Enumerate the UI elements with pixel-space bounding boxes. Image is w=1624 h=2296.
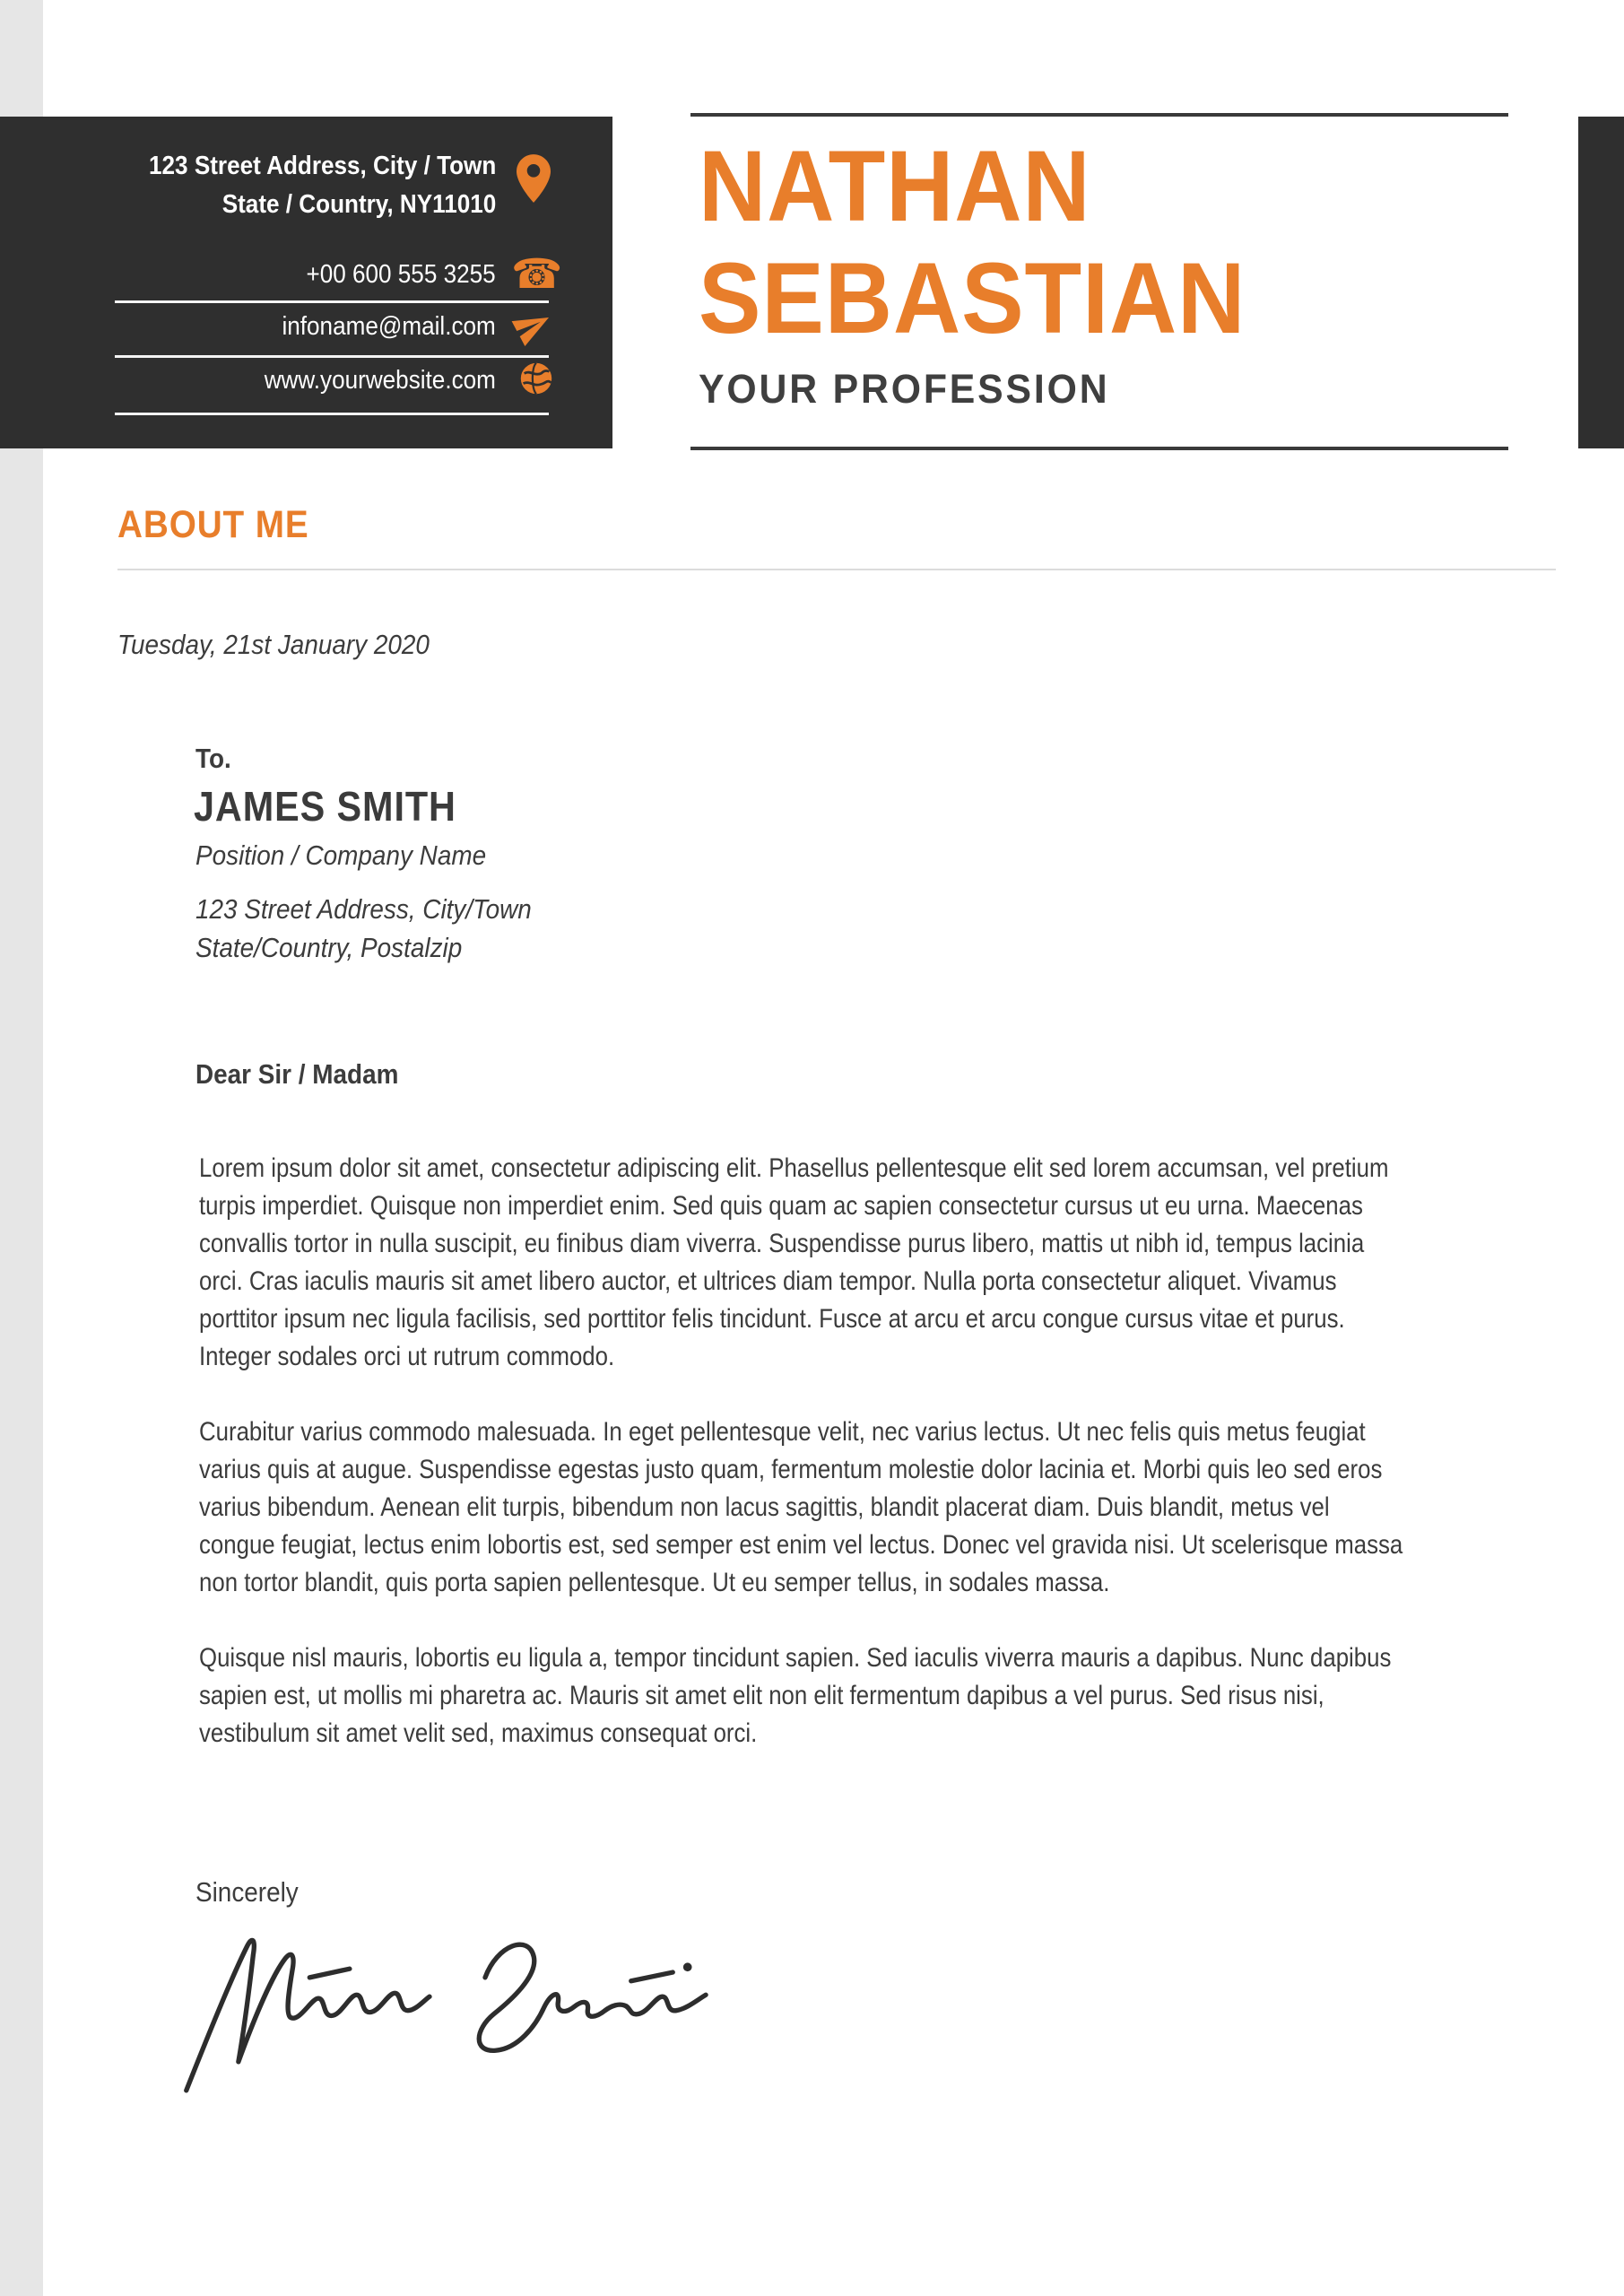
person-last-name: SEBASTIAN [699, 242, 1246, 354]
contact-address-line2: State / Country, NY11010 [221, 190, 496, 219]
paragraph-line: Curabitur varius commodo malesuada. In eget pellentesque velit, nec varius lectus. Ut nec felis quis metus feugiat [199, 1417, 1366, 1447]
body-paragraph-3 [199, 1639, 1391, 1752]
header-top-rule [690, 113, 1508, 117]
letter-date: Tuesday, 21st January 2020 [117, 629, 430, 660]
contact-address-line1: 123 Street Address, City / Town [148, 152, 496, 180]
contact-separator [115, 300, 549, 303]
recipient-address-line2: State/Country, Postalzip [195, 932, 463, 963]
paragraph-line: porttitor ipsum nec ligula facilisis, sed porttitor felis tincidunt. Fusce at arcu et arcu congue cursus vitae et purus. [199, 1304, 1345, 1334]
location-pin-icon [517, 154, 551, 203]
paragraph-line: turpis imperdiet. Quisque non imperdiet enim. Sed quis quam ac sapien consectetur cursus ut eu urna. Maecenas [199, 1191, 1363, 1221]
to-label: To. [195, 743, 231, 774]
contact-panel-right-bleed [1578, 117, 1624, 448]
body-paragraph-2 [199, 1413, 1403, 1602]
person-first-name: NATHAN [699, 130, 1091, 242]
contact-email: infoname@mail.com [282, 312, 496, 341]
contact-separator [115, 355, 549, 358]
contact-address [149, 147, 496, 224]
contact-separator [115, 413, 549, 415]
paragraph-line: Integer sodales orci ut rutrum commodo. [199, 1342, 615, 1371]
contact-phone: +00 600 555 3255 [306, 260, 496, 289]
paragraph-line: varius quis at augue. Suspendisse egestas justo quam, fermentum molestie dolor lacinia et. Morbi quis leo sed eros [199, 1455, 1383, 1484]
section-title-rule [117, 569, 1556, 570]
paragraph-line: Quisque nisl mauris, lobortis eu ligula a, tempor tincidunt sapien. Sed iaculis viverra mauris a dapibus. Nunc dapibus [199, 1643, 1392, 1673]
paragraph-line: Lorem ipsum dolor sit amet, consectetur adipiscing elit. Phasellus pellentesque elit sed lorem accumsan, vel pretium [199, 1153, 1389, 1183]
paragraph-line: orci. Cras iaculis mauris sit amet libero auctor, et ultrices diam tempor. Nulla porta consectetur aliquet. Vivamus [199, 1266, 1337, 1296]
section-title-about-me: ABOUT ME [117, 503, 309, 546]
body-paragraph-1 [199, 1150, 1388, 1376]
contact-website: www.yourwebsite.com [264, 366, 496, 395]
recipient-name: JAMES SMITH [194, 783, 456, 830]
recipient-address-line1: 123 Street Address, City/Town [195, 893, 532, 925]
paragraph-line: convallis tortor in nulla suscipit, eu finibus diam viverra. Suspendisse purus libero, mattis ut nibh id, tempus lacinia [199, 1229, 1365, 1258]
paper-plane-icon [508, 300, 560, 352]
closing-word: Sincerely [195, 1876, 299, 1908]
handwritten-signature [179, 1919, 735, 2112]
globe-icon [518, 361, 554, 396]
paragraph-line: vestibulum sit amet velit sed, maximus consequat orci. [199, 1718, 758, 1748]
salutation: Dear Sir / Madam [195, 1058, 399, 1090]
header-bottom-rule [690, 447, 1508, 450]
paragraph-line: varius bibendum. Aenean elit turpis, bibendum non lacus sagittis, blandit placerat diam. Duis blandit, metus vel [199, 1492, 1330, 1522]
contact-panel [0, 117, 612, 448]
recipient-position: Position / Company Name [195, 839, 487, 871]
paragraph-line: sapien est, ut mollis mi pharetra ac. Mauris sit amet elit non elit fermentum dapibus a vel purus. Sed risus nisi, [199, 1681, 1324, 1710]
paragraph-line: non tortor blandit, quis porta sapien pellentesque. Ut eu semper tellus, in sodales massa. [199, 1568, 1110, 1597]
person-name [699, 130, 1246, 354]
profession-title: YOUR PROFESSION [699, 366, 1110, 412]
paragraph-line: congue feugiat, lectus enim lobortis est, sed semper est enim vel lectus. Donec vel gravida nisi. Ut scelerisque massa [199, 1530, 1403, 1560]
phone-icon: ☎ [511, 249, 563, 298]
